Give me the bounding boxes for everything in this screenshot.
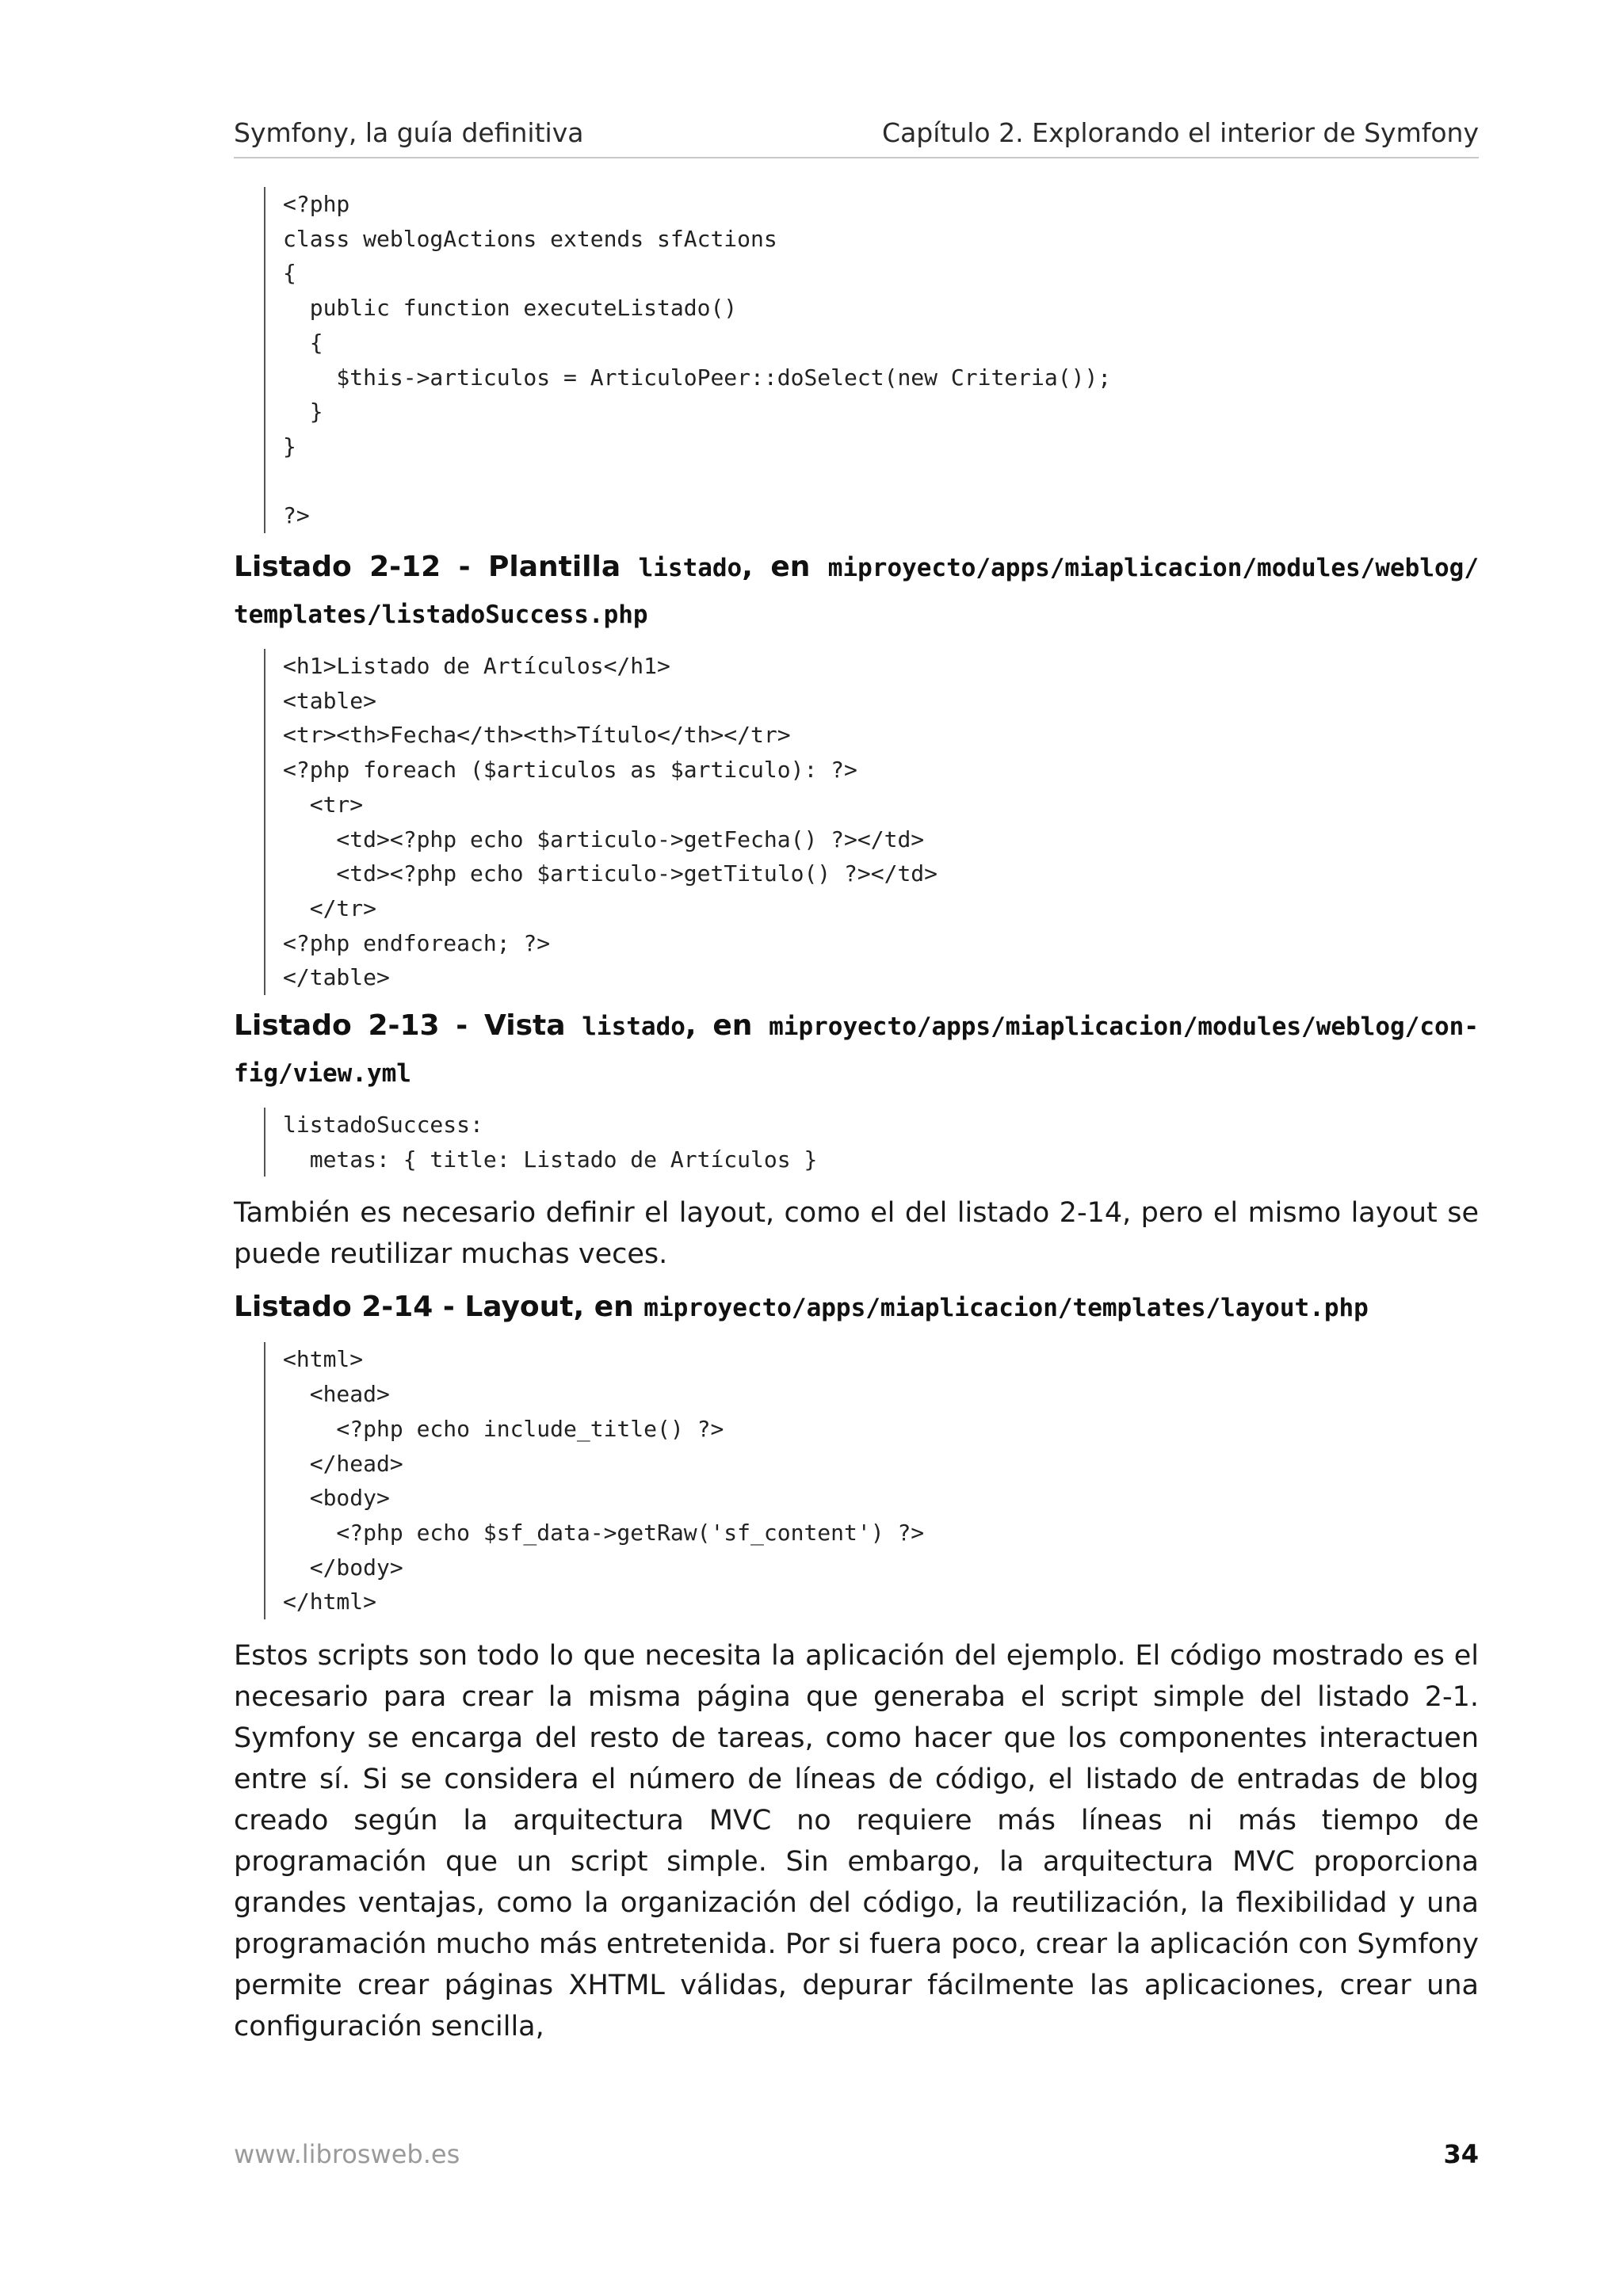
listing-2-12-caption [234,544,1479,638]
footer-website: www.librosweb.es [234,2139,460,2169]
page-number: 34 [1443,2139,1479,2169]
book-title: Symfony, la guía definitiva [234,117,584,148]
listing-2-13-path: miproyecto/apps/miaplicacion/modules/weblog/con- fig/view.yml [234,1013,1479,1089]
page-header [234,117,1479,158]
listing-2-13-prefix: Listado 2-13 - Vista [234,1009,582,1043]
listing-2-12-prefix: Listado 2-12 - Plantilla [234,551,639,584]
code-block-layout: <html> <head> <?php echo include_title() ?> </head> <body> <?php echo $sf_data->getRaw('sf_content') ?> </body> </html> [264,1342,1479,1619]
listing-2-13-mid: , en [685,1009,769,1043]
code-block-actions: <?php class weblogActions extends sfActions { public function executeListado() { $this->articulos = ArticuloPeer::doSelect(new Criteria()); } } ?> [264,187,1479,533]
code-block-view-yml: listadoSuccess: metas: { title: Listado de Artículos } [264,1108,1479,1177]
listing-2-14-path: miproyecto/apps/miaplicacion/templates/layout.php [643,1294,1369,1323]
listing-2-14-caption [234,1284,1479,1331]
listing-2-12-path: miproyecto/apps/miaplicacion/modules/weblog/ templates/listadoSuccess.php [234,554,1479,630]
paragraph-layout-intro: También es necesario definir el layout, como el del listado 2-14, pero el mismo layout se puede reutilizar muchas veces. [234,1197,1479,1271]
page-content [234,187,1479,2047]
listing-2-13-caption [234,1003,1479,1097]
chapter-title: Capítulo 2. Explorando el interior de Symfony [882,117,1479,148]
listing-2-13-name: listado [582,1013,685,1042]
listing-2-14-prefix: Listado 2-14 - Layout, en [234,1291,644,1324]
code-block-template: <h1>Listado de Artículos</h1> <table> <tr><th>Fecha</th><th>Título</th></tr> <?php foreach ($articulos as $articulo): ?> <tr> <td><?php echo $articulo->getFecha() ?></td> <td><?php echo $articulo->getTitulo() ?></td> </tr> <?php endforeach; ?> </table> [264,649,1479,995]
listing-2-12-name: listado [638,554,743,583]
paragraph-mvc-summary: Estos scripts son todo lo que necesita la aplicación del ejemplo. El código mostrado es el necesario para crear la misma página que generaba el script simple del listado 2-1. Symfony se encarga del resto de tareas, como hacer que los componentes interactuen entre sí. Si se considera el número de líneas de código, el listado de entradas de blog creado según la arquitectura MVC no requiere más líneas ni más tiempo de programación que un script simple. Sin embargo, la arquitectura MVC proporciona grandes ventajas, como la organización del código, la reutilización, la flexibilidad y una programación mucho más entretenida. Por si fuera poco, crear la aplicación con Symfony permite crear páginas XHTML válidas, depurar fácilmente las aplicaciones, crear una configuración sencilla, [234,1640,1479,2043]
listing-2-12-mid: , en [742,551,828,584]
